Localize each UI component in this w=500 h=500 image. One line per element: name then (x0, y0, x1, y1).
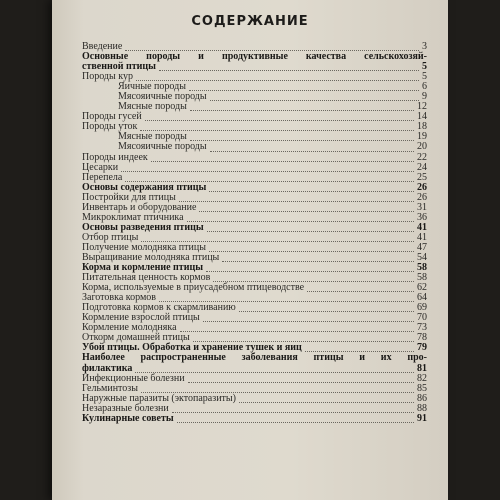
toc-entry-page: 79 (417, 342, 427, 354)
toc-leader-dots (187, 220, 414, 222)
toc-entry-page: 41 (417, 231, 427, 243)
toc-leader-dots (239, 401, 414, 403)
toc-entry-title: Перепела (82, 171, 123, 183)
toc-entry-title: Наиболее распространенные заболевания птицы и их про- (82, 352, 427, 364)
toc-entry-title: Микроклимат птичника (82, 211, 184, 223)
toc-leader-dots (177, 421, 414, 423)
toc-entry-page: 78 (417, 332, 427, 344)
book-page (52, 0, 448, 500)
toc-entry (82, 163, 427, 173)
toc-entry-page: 41 (417, 221, 427, 233)
toc-entry-page: 24 (417, 161, 427, 173)
toc-entry-title: Мясные породы (118, 131, 187, 143)
toc-entry-page: 81 (417, 362, 427, 374)
toc-entry-title: Откорм домашней птицы (82, 332, 190, 344)
toc-leader-dots (239, 310, 414, 312)
toc-entry-title: Основы разведения птицы (82, 221, 204, 233)
toc-leader-dots (210, 99, 419, 101)
toc-entry-title: Корма, используемые в приусадебном птицеводстве (82, 282, 305, 294)
toc-leader-dots (179, 200, 414, 202)
toc-entry-page: 91 (417, 412, 427, 424)
toc-entry-page: 25 (417, 171, 427, 183)
toc-leader-dots (210, 150, 414, 152)
toc-entry-page: 86 (417, 392, 427, 404)
toc-entry-title: Убой птицы. Обработка и хранение тушек и яиц (82, 342, 302, 354)
toc-entry-title: филактика (82, 362, 133, 374)
toc-entry-page: 14 (417, 111, 427, 123)
toc-entry-title: Породы индеек (82, 151, 148, 163)
toc-entry-page: 5 (422, 61, 427, 73)
toc-entry-title: Получение молодняка птицы (82, 241, 206, 253)
toc-entry-page: 47 (417, 241, 427, 253)
toc-entry-title: Гельминтозы (82, 382, 138, 394)
toc-entry-title: Кормление молодняка (82, 322, 177, 334)
toc-entry-title: Выращивание молодняка птицы (82, 251, 220, 263)
toc-entry-title: Мясояичные породы (118, 141, 207, 153)
toc-entry-page: 19 (417, 131, 427, 143)
toc-entry-page: 5 (422, 71, 427, 83)
toc-entry-page: 54 (417, 251, 427, 263)
page-title: СОДЕРЖАНИЕ (191, 14, 309, 29)
toc-leader-dots (209, 190, 414, 192)
toc-entry-title: Питательная ценность кормов (82, 272, 211, 284)
toc-entry-page: 69 (417, 302, 427, 314)
toc-entry (82, 62, 427, 72)
toc-entry-title: Мясные породы (118, 101, 187, 113)
toc-leader-dots (209, 250, 414, 252)
toc-leader-dots (172, 411, 414, 413)
toc-entry-title: Основные породы и продуктивные качества сельскохозяй- (82, 51, 427, 63)
toc-entry-page: 22 (417, 151, 427, 163)
toc-entry (82, 153, 427, 163)
toc-leader-dots (190, 109, 414, 111)
toc-entry-title: Постройки для птицы (82, 191, 176, 203)
toc-entry-title: Подготовка кормов к скармливанию (82, 302, 236, 314)
toc-entry-page: 12 (417, 101, 427, 113)
toc-leader-dots (203, 320, 414, 322)
toc-entry-title: Корма и кормление птицы (82, 262, 204, 274)
toc-entry-page: 36 (417, 211, 427, 223)
toc-leader-dots (188, 381, 414, 383)
toc-entry-page: 73 (417, 322, 427, 334)
toc-entry (82, 353, 427, 363)
toc-entry-page: 20 (417, 141, 427, 153)
toc-leader-dots (145, 119, 414, 121)
toc-entry-page: 82 (417, 372, 427, 384)
toc-entry-title: Введение (82, 41, 123, 52)
toc-leader-dots (222, 260, 414, 262)
toc-entry-page: 9 (422, 91, 427, 103)
toc-entry (82, 142, 427, 152)
toc-entry-page: 58 (417, 262, 427, 274)
toc-leader-dots (189, 89, 419, 91)
toc-entry-page: 18 (417, 121, 427, 133)
toc-leader-dots (207, 230, 414, 232)
toc-leader-dots (159, 69, 419, 71)
toc-leader-dots (206, 270, 414, 272)
toc-entry-title: Основы содержания птицы (82, 181, 207, 193)
toc-entry-title: Инвентарь и оборудование (82, 201, 197, 213)
toc-entry-title: Кормление взрослой птицы (82, 312, 200, 324)
toc-entry-page: 3 (422, 41, 427, 52)
toc-entry-page: 85 (417, 382, 427, 394)
toc-leader-dots (307, 290, 414, 292)
toc-leader-dots (190, 139, 414, 141)
toc-entry-title: Заготовка кормов (82, 292, 157, 304)
toc-leader-dots (199, 210, 414, 212)
toc-entry-page: 26 (417, 191, 427, 203)
toc-entry-page: 58 (417, 272, 427, 284)
toc-entry-title: Незаразные болезни (82, 402, 169, 414)
table-of-contents (82, 42, 427, 424)
toc-entry-title: Породы кур (82, 71, 133, 83)
toc-entry-page: 6 (422, 81, 427, 93)
toc-entry-title: Породы уток (82, 121, 138, 133)
toc-entry-title: ственной птицы (82, 61, 156, 73)
toc-entry-title: Мясояичные породы (118, 91, 207, 103)
toc-leader-dots (121, 170, 414, 172)
toc-entry-page: 26 (417, 181, 427, 193)
toc-entry-page: 70 (417, 312, 427, 324)
toc-entry (82, 414, 427, 424)
toc-entry-page: 62 (417, 282, 427, 294)
toc-entry-title: Отбор птицы (82, 231, 139, 243)
toc-entry-title: Яичные породы (118, 81, 186, 93)
toc-entry-title: Инфекционные болезни (82, 372, 185, 384)
toc-entry-title: Цесарки (82, 161, 119, 173)
toc-entry-title: Наружные паразиты (эктопаразиты) (82, 392, 236, 404)
toc-entry-page: 31 (417, 201, 427, 213)
toc-leader-dots (151, 160, 414, 162)
toc-entry-page: 64 (417, 292, 427, 304)
toc-leader-dots (180, 330, 414, 332)
toc-entry-title: Породы гусей (82, 111, 142, 123)
toc-entry-title: Кулинарные советы (82, 412, 174, 424)
toc-entry-page: 88 (417, 402, 427, 414)
